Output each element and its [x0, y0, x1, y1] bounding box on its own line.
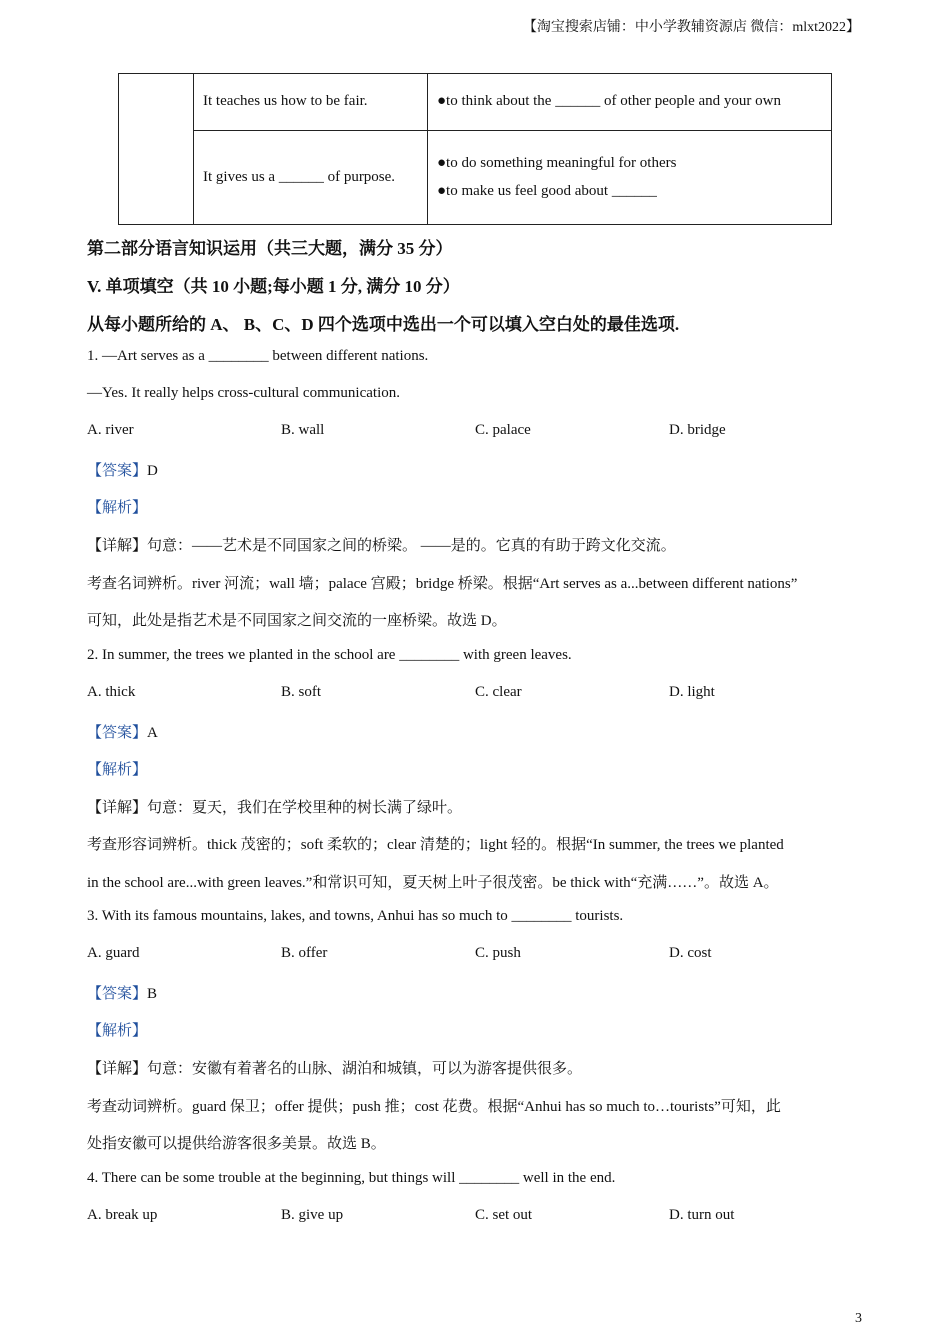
- question-stem: 1. —Art serves as a ________ between different nations.: [87, 348, 429, 364]
- option-row: [87, 945, 867, 967]
- answer-value: B: [147, 986, 158, 1002]
- explanation-line: 处指安徽可以提供给游客很多美景。故选 B。: [87, 1136, 386, 1152]
- detail-text: 句意：安徽有着著名的山脉、湖泊和城镇，可以为游客提供很多。: [147, 1061, 583, 1077]
- table-cell-empty: [119, 74, 194, 225]
- detail-text: 句意：夏天，我们在学校里种的树长满了绿叶。: [147, 800, 463, 816]
- option-a: A. break up: [87, 1207, 158, 1223]
- answer-value: D: [147, 463, 158, 479]
- bullet-line: ●to make us feel good about ______: [437, 183, 657, 199]
- table-cell: It gives us a ______ of purpose.: [194, 131, 428, 225]
- option-d: D. light: [669, 684, 715, 700]
- detail-tag: 【详解】: [87, 1061, 148, 1077]
- explanation-line: 考查动词辨析。guard 保卫；offer 提供；push 推；cost 花费。根据“Anhui has so much to…tourists”可知，此: [87, 1099, 781, 1115]
- answer-tag: 【答案】: [87, 986, 148, 1002]
- answer-line: [87, 982, 157, 1003]
- option-d: D. turn out: [669, 1207, 735, 1223]
- explanation-line: 可知，此处是指艺术是不同国家之间交流的一座桥梁。故选 D。: [87, 613, 507, 629]
- option-d: D. bridge: [669, 422, 726, 438]
- answer-tag: 【答案】: [87, 725, 148, 741]
- part-title: 第二部分语言知识运用（共三大题，满分 35 分）: [87, 239, 453, 258]
- option-c: C. set out: [475, 1207, 533, 1223]
- answer-line: [87, 459, 158, 480]
- detail-line: [87, 796, 462, 817]
- option-row: [87, 1207, 867, 1229]
- option-a: A. guard: [87, 945, 140, 961]
- table-cell: [428, 131, 832, 225]
- answer-line: [87, 721, 158, 742]
- table-cell: ●to think about the ______ of other people and your own: [428, 74, 832, 131]
- explanation-line: 考查形容词辨析。thick 茂密的；soft 柔软的；clear 清楚的；light 轻的。根据“In summer, the trees we planted: [87, 837, 784, 853]
- option-b: B. soft: [281, 684, 322, 700]
- question-stem: 2. In summer, the trees we planted in the school are ________ with green leaves.: [87, 647, 572, 663]
- option-row: [87, 684, 867, 706]
- option-c: C. palace: [475, 422, 531, 438]
- option-d: D. cost: [669, 945, 712, 961]
- option-a: A. thick: [87, 684, 136, 700]
- question-stem: 4. There can be some trouble at the beginning, but things will ________ well in the end.: [87, 1170, 616, 1186]
- bullet-line: ●to do something meaningful for others: [437, 154, 677, 171]
- detail-line: [87, 534, 676, 555]
- detail-tag: 【详解】: [87, 800, 148, 816]
- option-row: [87, 422, 867, 444]
- option-b: B. offer: [281, 945, 328, 961]
- option-c: C. clear: [475, 684, 522, 700]
- option-a: A. river: [87, 422, 134, 438]
- explanation-line: in the school are...with green leaves.”和常识可知，夏天树上叶子很茂密。be thick with“充满……”。故选 A。: [87, 875, 779, 891]
- table-cell: It teaches us how to be fair.: [194, 74, 428, 131]
- option-c: C. push: [475, 945, 521, 961]
- option-b: B. wall: [281, 422, 325, 438]
- section-instruction: 从每小题所给的 A、 B、C、D 四个选项中选出一个可以填入空白处的最佳选项.: [87, 315, 680, 334]
- option-b: B. give up: [281, 1207, 344, 1223]
- answer-value: A: [147, 725, 158, 741]
- question-stem: 3. With its famous mountains, lakes, and towns, Anhui has so much to ________ tourists.: [87, 908, 624, 924]
- detail-tag: 【详解】: [87, 538, 148, 554]
- page-number: 3: [855, 1311, 862, 1326]
- detail-line: [87, 1057, 582, 1078]
- header-note: 【淘宝搜索店铺：中小学教辅资源店 微信：mlxt2022】: [522, 20, 860, 35]
- analysis-tag: 【解析】: [87, 500, 148, 516]
- analysis-tag: 【解析】: [87, 762, 148, 778]
- summary-table-fragment: [118, 73, 832, 225]
- analysis-tag: 【解析】: [87, 1023, 148, 1039]
- table-row: [119, 74, 832, 131]
- answer-tag: 【答案】: [87, 463, 148, 479]
- table-row: [119, 131, 832, 225]
- section-title: V. 单项填空（共 10 小题;每小题 1 分, 满分 10 分）: [87, 277, 460, 296]
- explanation-line: 考查名词辨析。river 河流；wall 墙；palace 宫殿；bridge 桥梁。根据“Art serves as a...between different nations”: [87, 576, 798, 592]
- detail-text: 句意：——艺术是不同国家之间的桥梁。 ——是的。它真的有助于跨文化交流。: [147, 538, 676, 554]
- question-stem-response: —Yes. It really helps cross-cultural communication.: [87, 385, 400, 401]
